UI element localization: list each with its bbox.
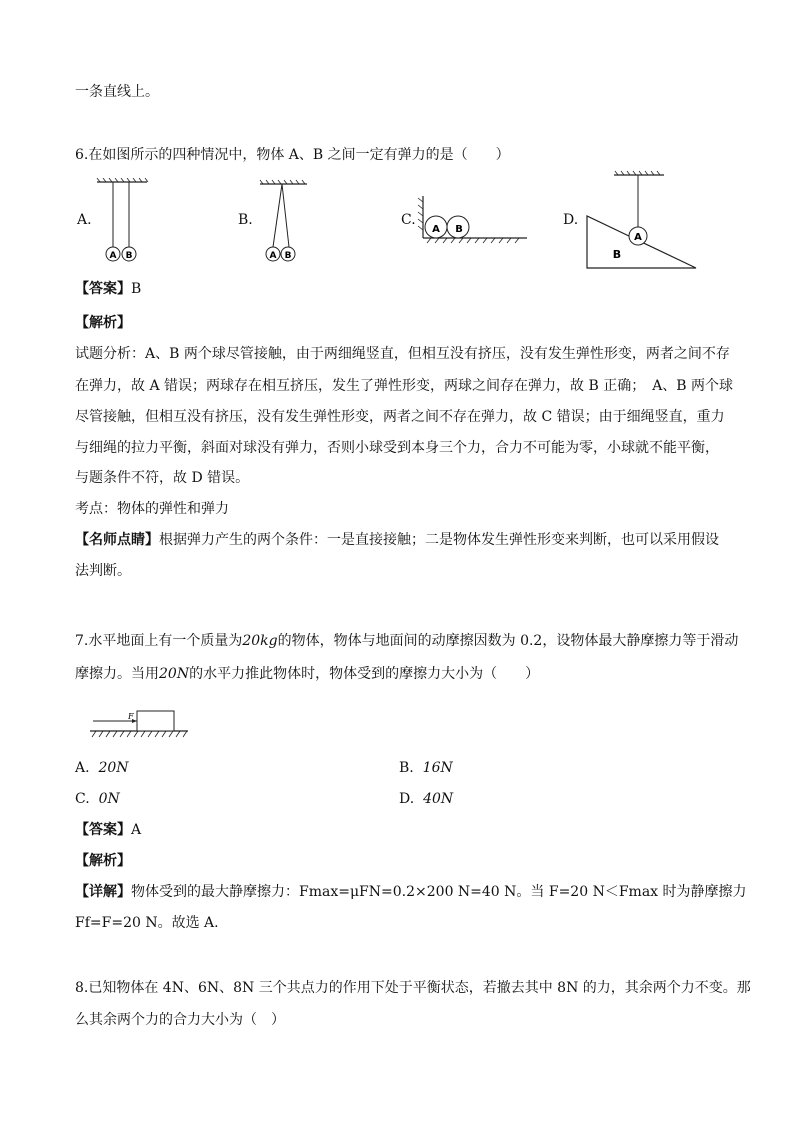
q6-analysis-line-2: 在弹力，故 A 错误；两球存在相互挤压，发生了弹性形变，两球之间存在弹力，故 B 正确； A、B 两个球 xyxy=(75,378,734,394)
q7-answer-tag: 【答案】 xyxy=(75,822,131,838)
q6-tip-text-1: 根据弹力产生的两个条件：一是直接接触；二是物体发生弹性形变来判断，也可以采用假设 xyxy=(159,532,719,548)
q8-stem-line-1: 8.已知物体在 4N、6N、8N 三个共点力的作用下处于平衡状态，若撤去其中 8N 的力，其余两个力不变。那 xyxy=(75,980,751,996)
q6-figure-b xyxy=(255,178,315,263)
q7-detail-text-1: 物体受到的最大静摩擦力：Fmax=μFN=0.2×200 N=40 N。当 F=20 N＜Fmax 时为静摩擦力 xyxy=(131,884,747,900)
q6b-ball-b-label: B xyxy=(284,251,292,261)
q7-stem-2a: 摩擦力。当用 xyxy=(75,666,159,682)
q6-figure-a xyxy=(92,178,152,263)
q7-option-a xyxy=(75,758,129,778)
q6a-ball-b-label: B xyxy=(125,251,133,261)
q7-option-b-key: B. xyxy=(399,760,414,776)
q7-mass: 20kg xyxy=(242,633,278,649)
q7-option-c-value: 0N xyxy=(98,791,120,807)
q7-option-b xyxy=(399,758,453,778)
q6-analysis-line-1: 试题分析：A、B 两个球尽管接触，由于两细绳竖直，但相互没有挤压，没有发生弹性形变，两者之间不存 xyxy=(75,346,730,362)
q6-analysis-line-3: 尽管接触，但相互没有挤压，没有发生弹性形变，两者之间不存在弹力，故 C 错误；由于细绳竖直，重力 xyxy=(75,409,725,425)
q7-stem-1b: 的物体，物体与地面间的动摩擦因数为 0.2，设物体最大静摩擦力等于滑动 xyxy=(277,633,739,649)
q7-option-a-value: 20N xyxy=(98,760,129,776)
q6-stem: 6.在如图所示的四种情况中，物体 A、B 之间一定有弹力的是（ ） xyxy=(75,147,510,163)
q7-stem-1a: 7.水平地面上有一个质量为 xyxy=(75,633,243,649)
q6-tip-line-2: 法判断。 xyxy=(75,563,131,579)
q6-option-a-label: A. xyxy=(77,212,92,228)
q6-option-d-label: D. xyxy=(563,212,579,228)
q7-answer-value: A xyxy=(131,822,142,838)
q7-option-c-key: C. xyxy=(75,791,90,807)
q7-detail-line-2: Ff=F=20 N。故选 A. xyxy=(75,915,219,931)
q7-option-d xyxy=(399,789,453,809)
q6-answer xyxy=(75,279,141,299)
q7-option-d-key: D. xyxy=(399,791,415,807)
q6-analysis-line-5: 与题条件不符，故 D 错误。 xyxy=(75,470,250,486)
q7-stem-line-2 xyxy=(75,664,539,684)
q6d-ball-a-label: A xyxy=(634,232,642,243)
q6-answer-tag: 【答案】 xyxy=(75,281,131,297)
q6c-ball-a-label: A xyxy=(432,224,440,235)
q6a-ball-a-label: A xyxy=(109,251,117,261)
q7-stem-line-1 xyxy=(75,631,738,651)
q7-figure xyxy=(90,707,190,743)
q6-answer-value: B xyxy=(131,281,142,297)
q7-detail-line-1 xyxy=(75,882,747,902)
q7-option-b-value: 16N xyxy=(422,760,453,776)
q6-kaodian: 考点：物体的弹性和弹力 xyxy=(75,501,229,517)
q7-force: 20N xyxy=(159,666,190,682)
q6-tip-tag: 【名师点睛】 xyxy=(75,532,159,548)
q7-option-c xyxy=(75,789,120,809)
q6-figure-c xyxy=(415,192,530,244)
q7-option-a-key: A. xyxy=(75,760,90,776)
q6-analysis-line-4: 与细绳的拉力平衡，斜面对球没有弹力，否则小球受到本身三个力，合力不可能为零，小球就不能平衡， xyxy=(75,440,719,456)
q6d-block-b-label: B xyxy=(612,248,622,261)
q6-option-b-label: B. xyxy=(238,212,253,228)
q7-figure-force-label: F xyxy=(128,712,134,721)
q6-analysis-tag: 【解析】 xyxy=(75,315,131,331)
q7-detail-tag: 【详解】 xyxy=(75,884,131,900)
q7-answer xyxy=(75,820,141,840)
q6b-ball-a-label: A xyxy=(269,251,277,261)
q8-stem-line-2: 么其余两个力的合力大小为（ ） xyxy=(75,1012,285,1028)
q6-figure-d xyxy=(582,170,700,272)
q6-option-c-label: C. xyxy=(401,212,416,228)
q5-tail-text: 一条直线上。 xyxy=(75,84,159,100)
q6c-ball-b-label: B xyxy=(455,224,463,235)
q7-analysis-tag: 【解析】 xyxy=(75,853,131,869)
q7-stem-2b: 的水平力推此物体时，物体受到的摩擦力大小为（ ） xyxy=(189,666,540,682)
q7-option-d-value: 40N xyxy=(423,791,454,807)
q6-tip-line-1 xyxy=(75,530,719,550)
